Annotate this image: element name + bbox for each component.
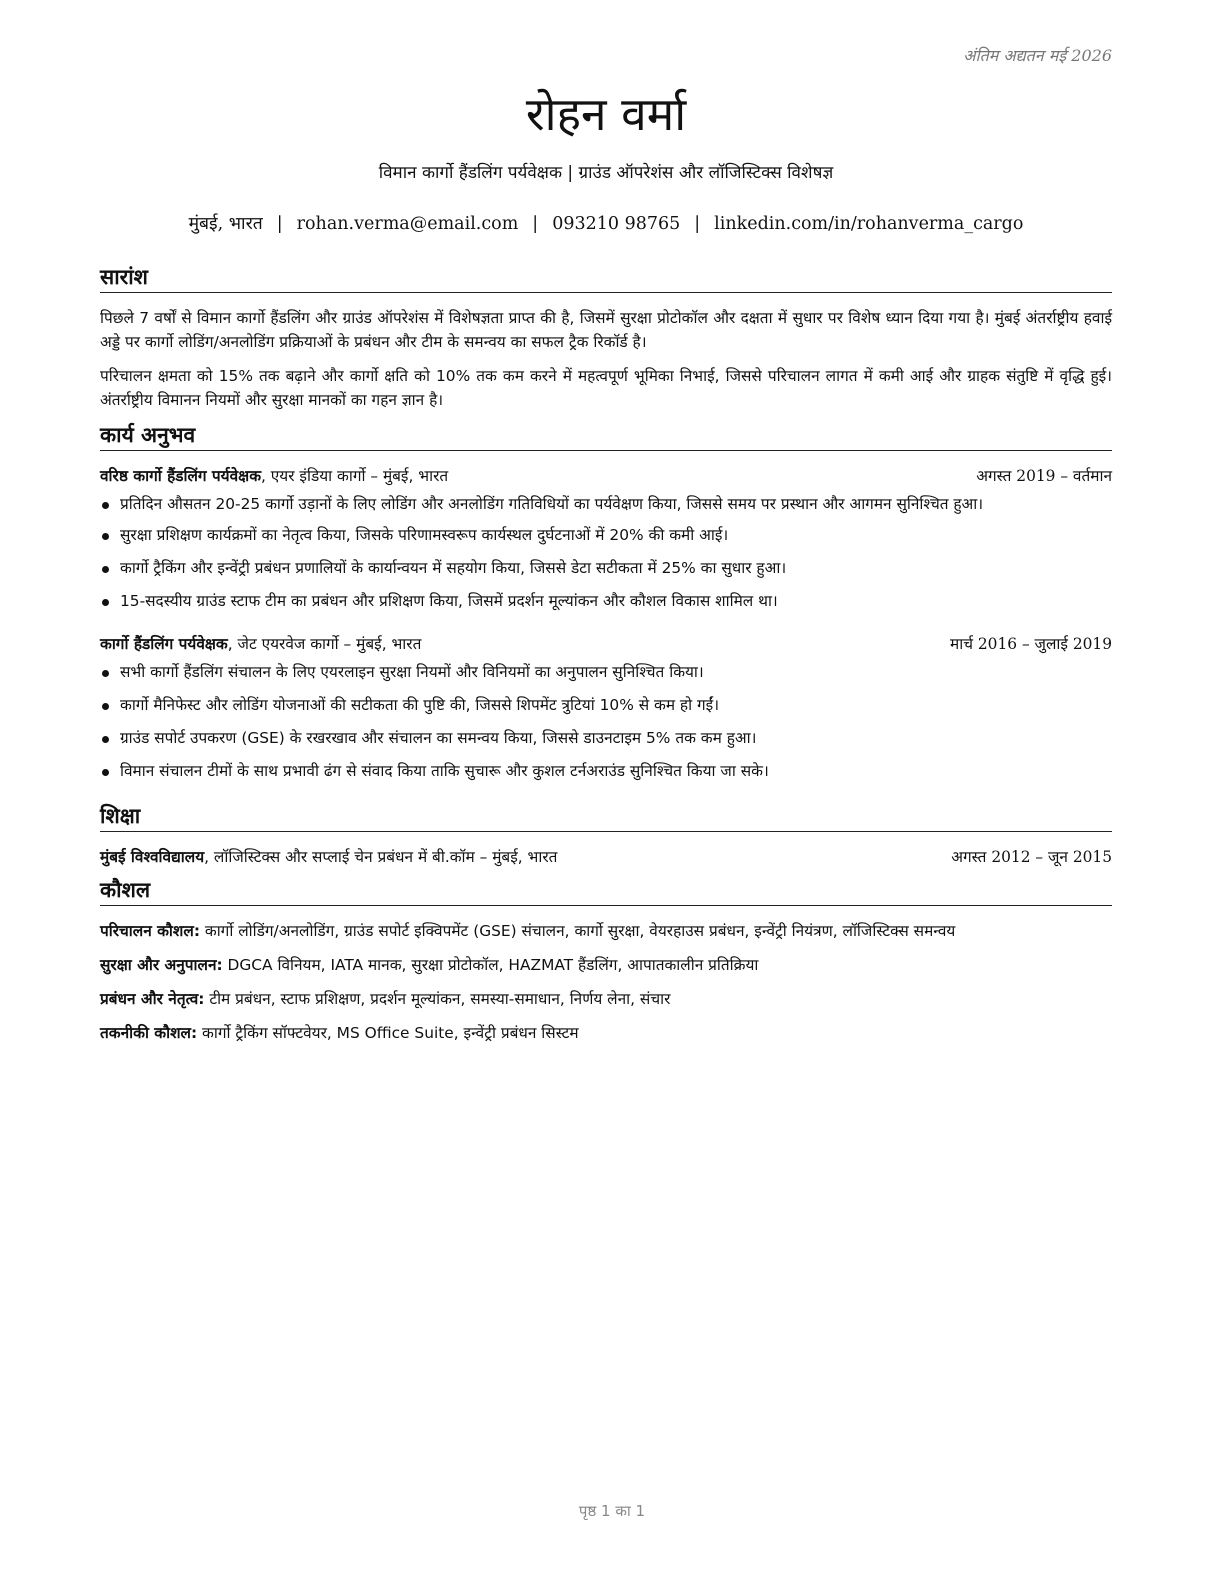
section-title-summary: सारांश <box>100 263 1112 293</box>
contact-line <box>100 212 1112 236</box>
education-dates: अगस्त 2012 – जून 2015 <box>951 848 1112 866</box>
section-title-experience: कार्य अनुभव <box>100 421 1112 451</box>
section-title-education: शिक्षा <box>100 802 1112 832</box>
job-header <box>100 464 1112 488</box>
job-bullet: विमान संचालन टीमों के साथ प्रभावी ढंग से संवाद किया ताकि सुचारू और कुशल टर्नअराउंड सुनिश्चित किया जा सके। <box>100 759 1112 783</box>
job-role: कार्गो हैंडलिंग पर्यवेक्षक <box>100 635 228 653</box>
job-bullet: 15-सदस्यीय ग्राउंड स्टाफ टीम का प्रबंधन और प्रशिक्षण किया, जिसमें प्रदर्शन मूल्यांकन और कौशल विकास शामिल था। <box>100 589 1112 613</box>
page-number: पृष्ठ 1 का 1 <box>578 1502 646 1520</box>
skill-label: सुरक्षा और अनुपालन: <box>100 956 223 974</box>
skill-row <box>100 1021 1112 1045</box>
education-degree: , लॉजिस्टिक्स और सप्लाई चेन प्रबंधन में बी.कॉम – मुंबई, भारत <box>204 848 558 866</box>
contact-email[interactable]: rohan.verma@email.com <box>296 214 519 234</box>
job-bullet: प्रतिदिन औसतन 20-25 कार्गो उड़ानों के लिए लोडिंग और अनलोडिंग गतिविधियों का पर्यवेक्षण किया, जिससे समय पर प्रस्थान और आगमन सुनिश्चित हुआ। <box>100 492 1112 516</box>
contact-location: मुंबई, भारत <box>188 214 263 234</box>
skill-label: तकनीकी कौशल: <box>100 1024 198 1042</box>
job-company: , एयर इंडिया कार्गो – मुंबई, भारत <box>261 467 449 485</box>
skill-value: टीम प्रबंधन, स्टाफ प्रशिक्षण, प्रदर्शन मूल्यांकन, समस्या-समाधान, निर्णय लेना, संचार <box>204 990 671 1008</box>
contact-separator: | <box>694 214 701 234</box>
job-dates: मार्च 2016 – जुलाई 2019 <box>950 635 1112 653</box>
skill-row <box>100 919 1112 943</box>
headline: विमान कार्गो हैंडलिंग पर्यवेक्षक | ग्राउंड ऑपरेशंस और लॉजिस्टिक्स विशेषज्ञ <box>378 163 834 183</box>
job-entry <box>100 464 1112 613</box>
job-bullet: कार्गो मैनिफेस्ट और लोडिंग योजनाओं की सटीकता की पुष्टि की, जिससे शिपमेंट त्रुटियां 10% से कम हो गईं। <box>100 693 1112 717</box>
contact-separator: | <box>532 214 539 234</box>
job-company: , जेट एयरवेज कार्गो – मुंबई, भारत <box>227 635 422 653</box>
job-entry <box>100 632 1112 783</box>
candidate-name: रोहन वर्मा <box>525 87 687 141</box>
summary-paragraph: परिचालन क्षमता को 15% तक बढ़ाने और कार्गो क्षति को 10% तक कम करने में महत्वपूर्ण भूमिका निभाई, जिससे परिचालन लागत में कमी आई और ग्राहक संतुष्टि में वृद्धि हुई। अंतर्राष्ट्रीय विमानन नियमों और सुरक्षा मानकों का गहन ज्ञान है। <box>100 367 1112 409</box>
skill-label: प्रबंधन और नेतृत्व: <box>100 990 205 1008</box>
job-bullets <box>100 660 1112 783</box>
skill-label: परिचालन कौशल: <box>100 922 200 940</box>
contact-linkedin[interactable]: linkedin.com/in/rohanverma_cargo <box>714 214 1024 234</box>
skill-row <box>100 987 1112 1011</box>
education-entry <box>100 845 1112 869</box>
last-updated-note: अंतिम अद्यतन मई 2026 <box>963 46 1112 65</box>
contact-separator: | <box>276 214 283 234</box>
job-dates: अगस्त 2019 – वर्तमान <box>976 467 1112 485</box>
skill-row <box>100 953 1112 977</box>
skill-value: कार्गो ट्रैकिंग सॉफ्टवेयर, MS Office Suite, इन्वेंट्री प्रबंधन सिस्टम <box>197 1024 579 1042</box>
job-bullet: सुरक्षा प्रशिक्षण कार्यक्रमों का नेतृत्व किया, जिसके परिणामस्वरूप कार्यस्थल दुर्घटनाओं में 20% की कमी आई। <box>100 523 1112 547</box>
job-bullet: ग्राउंड सपोर्ट उपकरण (GSE) के रखरखाव और संचालन का समन्वय किया, जिससे डाउनटाइम 5% तक कम हुआ। <box>100 726 1112 750</box>
job-bullet: कार्गो ट्रैकिंग और इन्वेंट्री प्रबंधन प्रणालियों के कार्यान्वयन में सहयोग किया, जिससे डेटा सटीकता में 25% का सुधार हुआ। <box>100 556 1112 580</box>
education-institution: मुंबई विश्वविद्यालय <box>100 848 205 866</box>
section-title-skills: कौशल <box>100 876 1112 906</box>
summary-paragraph: पिछले 7 वर्षों से विमान कार्गो हैंडलिंग और ग्राउंड ऑपरेशंस में विशेषज्ञता प्राप्त की है, जिसमें सुरक्षा प्रोटोकॉल और दक्षता में सुधार पर विशेष ध्यान दिया गया है। मुंबई अंतर्राष्ट्रीय हवाई अड्डे पर कार्गो लोडिंग/अनलोडिंग प्रक्रियाओं के प्रबंधन और टीम के समन्वय का सफल ट्रैक रिकॉर्ड है। <box>100 309 1112 351</box>
skill-value: DGCA विनियम, IATA मानक, सुरक्षा प्रोटोकॉल, HAZMAT हैंडलिंग, आपातकालीन प्रतिक्रिया <box>222 956 759 974</box>
resume-page <box>100 40 1112 1045</box>
skill-value: कार्गो लोडिंग/अनलोडिंग, ग्राउंड सपोर्ट इक्विपमेंट (GSE) संचालन, कार्गो सुरक्षा, वेयरहाउस प्रबंधन, इन्वेंट्री नियंत्रण, लॉजिस्टिक्स समन्वय <box>199 922 956 940</box>
contact-phone[interactable]: 093210 98765 <box>552 214 681 234</box>
job-header <box>100 632 1112 656</box>
job-role: वरिष्ठ कार्गो हैंडलिंग पर्यवेक्षक <box>100 467 262 485</box>
job-bullets <box>100 492 1112 613</box>
job-bullet: सभी कार्गो हैंडलिंग संचालन के लिए एयरलाइन सुरक्षा नियमों और विनियमों का अनुपालन सुनिश्चित किया। <box>100 660 1112 684</box>
